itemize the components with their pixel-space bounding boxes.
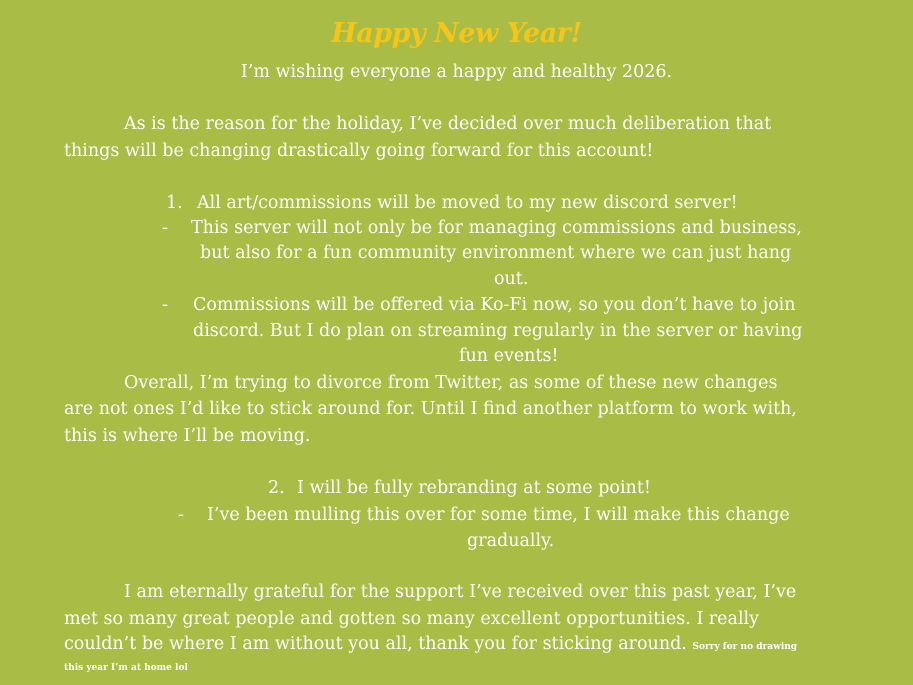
item1-number: 1.: [166, 193, 183, 213]
item1-bullet1-line3: out.: [494, 269, 529, 289]
item2-bullet-line1: I’ve been mulling this over for some time, I will make this change: [207, 505, 790, 525]
closing-line-1: I am eternally grateful for the support I’ve received over this past year, I’ve: [124, 582, 797, 602]
closing-aside-2: this year I’m at home lol: [64, 663, 188, 673]
intro-line-2: things will be changing drastically going forward for this account!: [64, 141, 654, 161]
item2-number: 2.: [268, 478, 285, 498]
closing-line-3-text: couldn’t be where I am without you all, thank you for sticking around.: [64, 634, 687, 654]
item1-bullet2-line3: fun events!: [459, 346, 559, 366]
item1-text: All art/commissions will be moved to my new discord server!: [197, 193, 738, 213]
item1-bullet2-marker: -: [162, 295, 168, 315]
item1-bullet1-line1: This server will not only be for managing commissions and business,: [191, 218, 802, 238]
item1-bullet2-line1: Commissions will be offered via Ko-Fi now, so you don’t have to join: [193, 295, 796, 315]
item1-bullet1-marker: -: [162, 218, 168, 238]
item2-bullet-line2: gradually.: [467, 531, 555, 551]
overall-line-3: this is where I’ll be moving.: [64, 426, 311, 446]
item1-bullet1-line2: but also for a fun community environment where we can just hang: [200, 243, 792, 263]
overall-line-2: are not ones I’d like to stick around for. Until I find another platform to work with,: [64, 399, 797, 419]
item2-bullet-marker: -: [178, 505, 184, 525]
page-title: Happy New Year!: [331, 18, 582, 49]
item1-bullet2-line2: discord. But I do plan on streaming regularly in the server or having: [193, 321, 803, 341]
closing-line-3: [64, 634, 797, 657]
closing-aside-1: Sorry for no drawing: [692, 642, 798, 652]
intro-line-1: As is the reason for the holiday, I’ve decided over much deliberation that: [124, 114, 772, 134]
closing-line-2: met so many great people and gotten so many excellent opportunities. I really: [64, 609, 760, 629]
overall-line-1: Overall, I’m trying to divorce from Twitter, as some of these new changes: [124, 373, 778, 393]
item2-text: I will be fully rebranding at some point!: [297, 478, 651, 498]
greeting-text: I’m wishing everyone a happy and healthy 2026.: [240, 62, 673, 82]
